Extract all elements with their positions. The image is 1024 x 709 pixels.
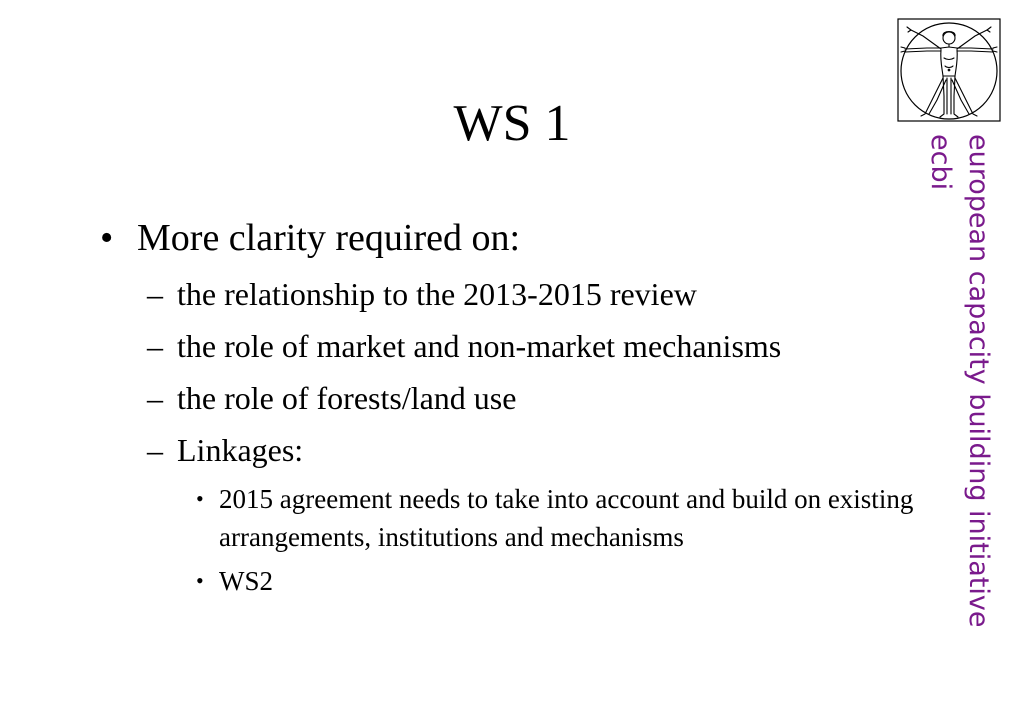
sub-item <box>100 424 930 476</box>
bullet-marker: • <box>196 568 204 593</box>
vitruvian-man-icon <box>897 18 1001 122</box>
bullet-marker: • <box>100 217 114 259</box>
linkage-item-text: WS2 <box>219 566 273 596</box>
brand-acronym: ecbi <box>925 134 956 191</box>
linkage-item <box>100 562 930 600</box>
sub-item <box>100 320 930 372</box>
sub-item <box>100 372 930 424</box>
linkages-list <box>100 480 930 600</box>
dash-marker: – <box>147 276 163 312</box>
dash-marker: – <box>147 432 163 468</box>
sub-item-text: the relationship to the 2013-2015 review <box>177 276 697 312</box>
slide-content <box>100 210 930 600</box>
brand-name: european capacity building initiative <box>963 134 994 628</box>
bullet-marker: • <box>196 486 204 511</box>
dash-marker: – <box>147 328 163 364</box>
sub-item-text: the role of market and non-market mechanisms <box>177 328 782 364</box>
sub-item <box>100 268 930 320</box>
sub-item-text: the role of forests/land use <box>177 380 517 416</box>
main-bullet-text: More clarity required on: <box>137 217 521 259</box>
main-bullet <box>100 210 930 266</box>
linkage-item <box>100 480 930 556</box>
brand-text <box>917 134 997 644</box>
sub-item-text: Linkages: <box>177 432 304 468</box>
dash-marker: – <box>147 380 163 416</box>
slide-title: WS 1 <box>453 95 571 152</box>
linkage-item-text: 2015 agreement needs to take into account and build on existing arrangements, institutions and mechanisms <box>219 484 914 552</box>
